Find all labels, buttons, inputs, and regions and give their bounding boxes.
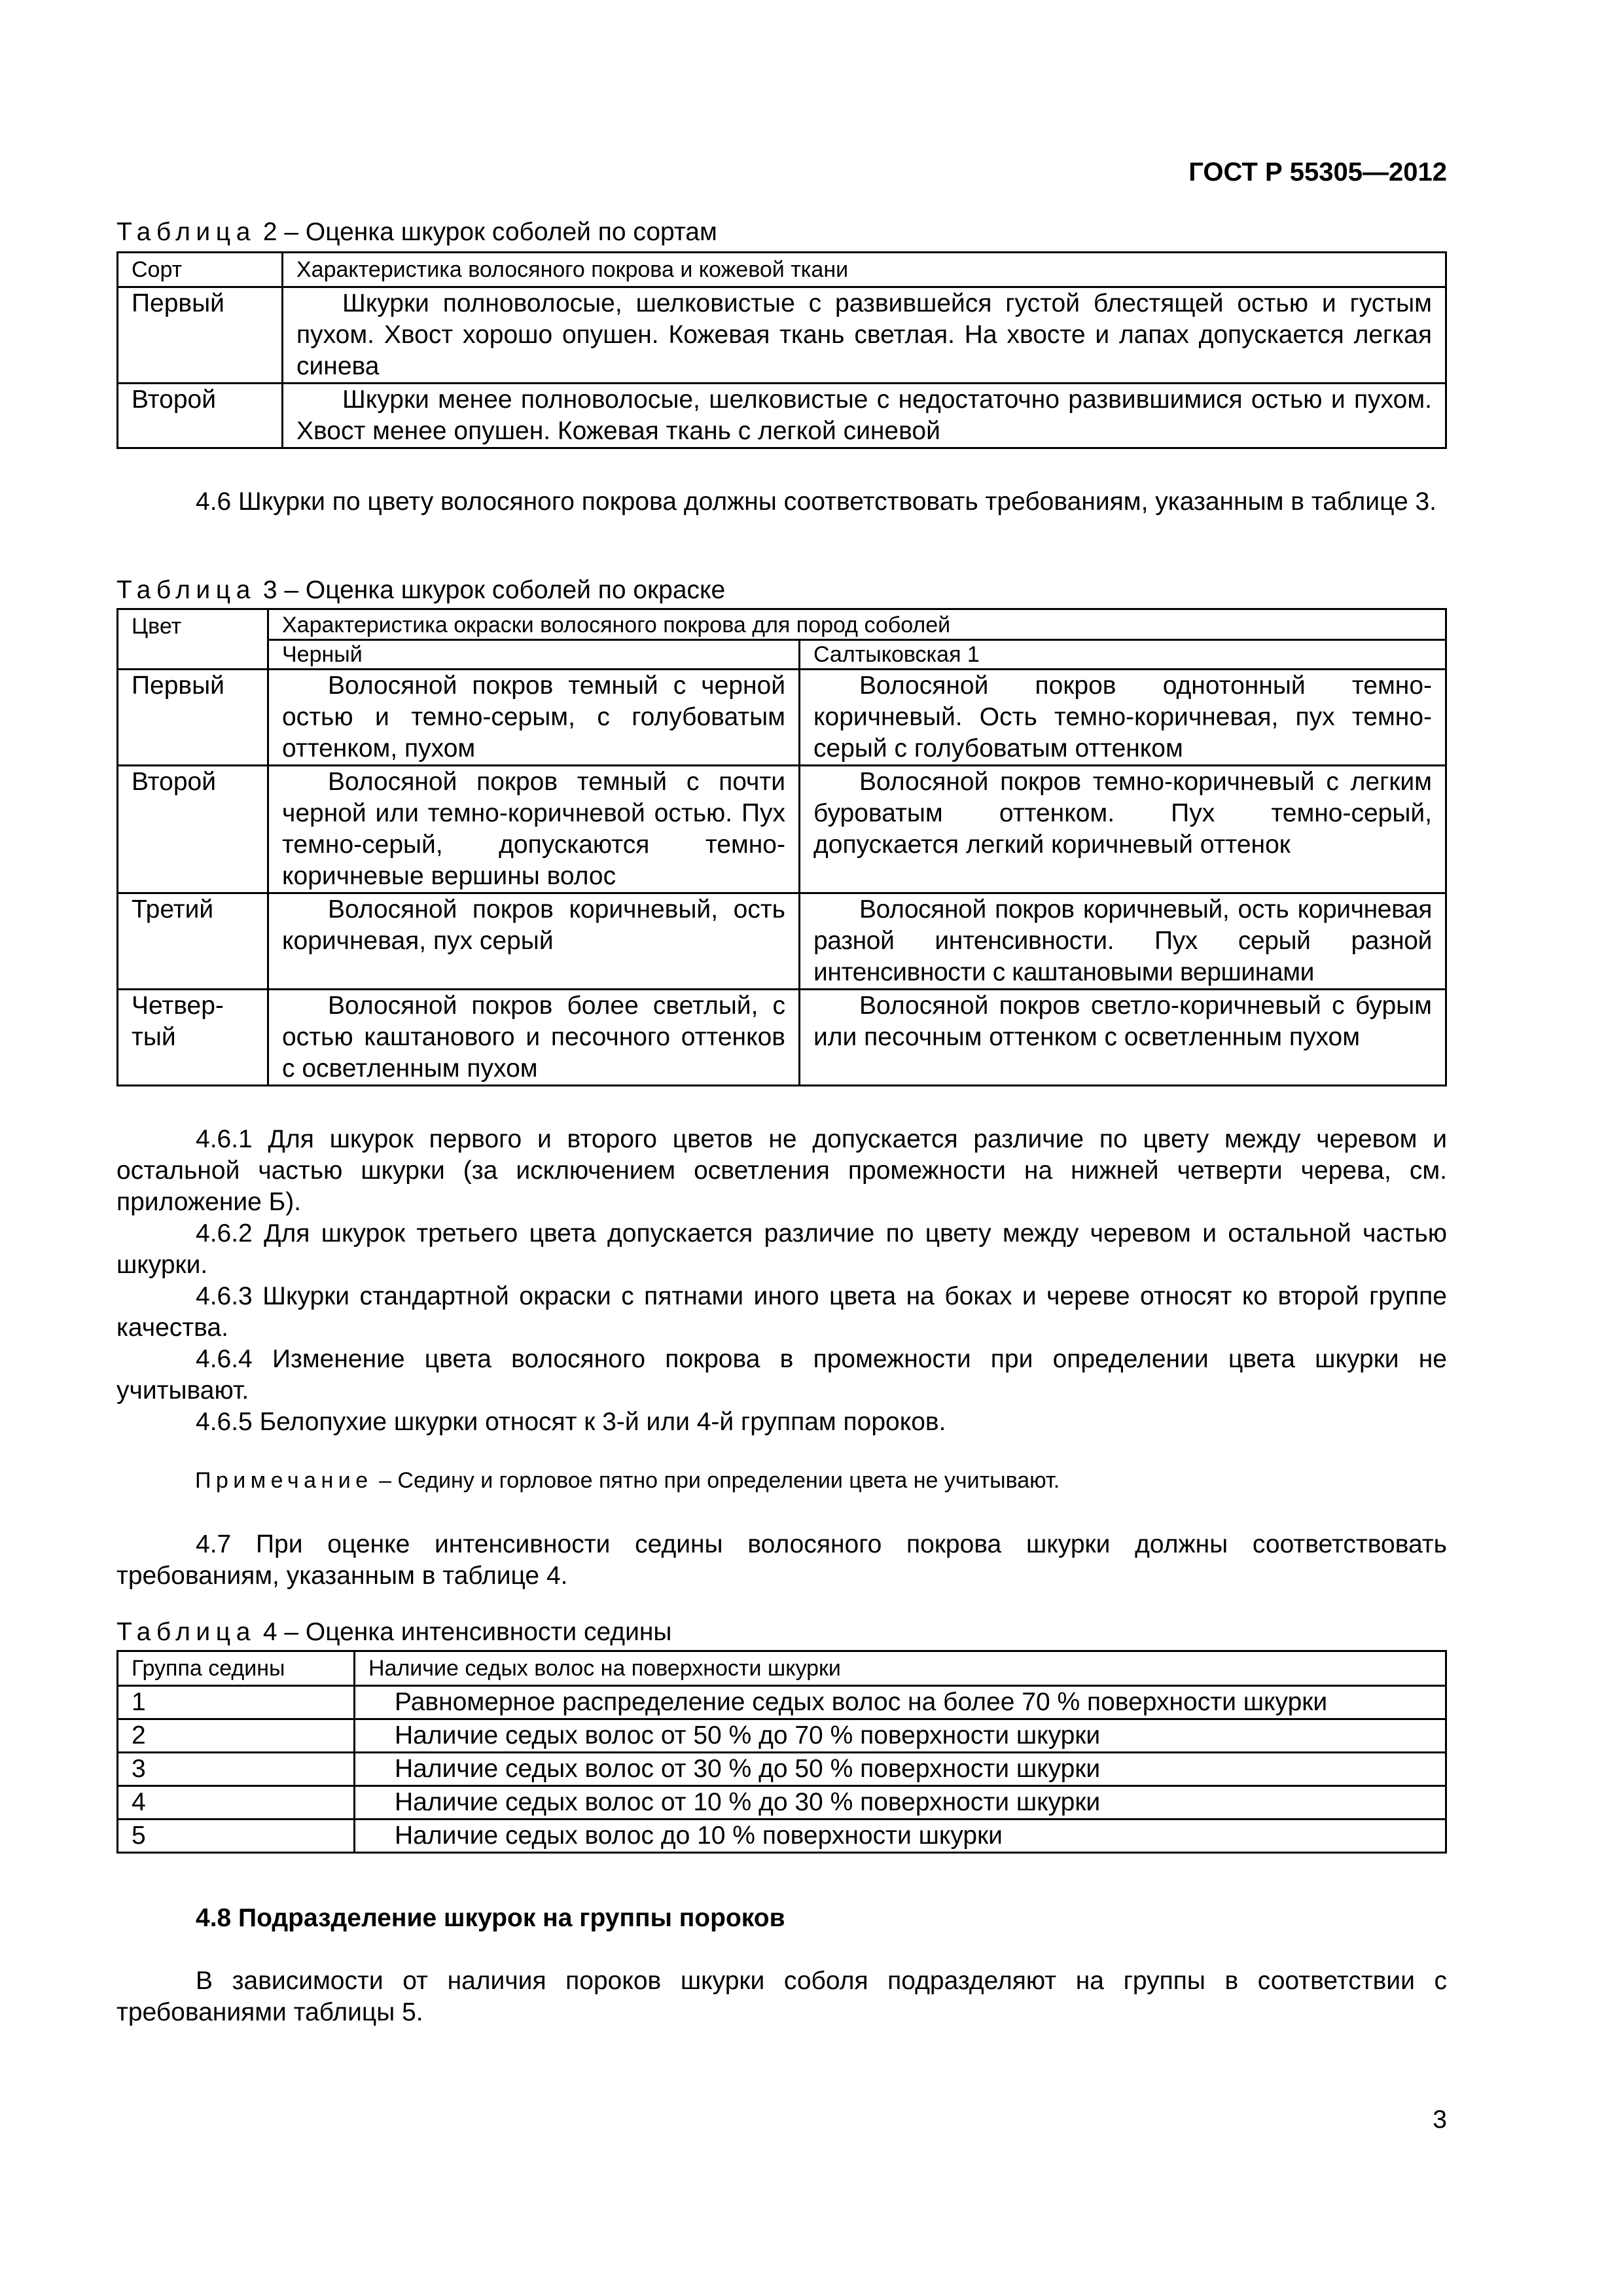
table4-label: Таблица <box>116 1618 256 1646</box>
table-row <box>118 1786 1446 1820</box>
header-grade: Сорт <box>118 253 283 287</box>
table-grey-hair <box>116 1650 1447 1854</box>
presence-cell: Равномерное распределение седых волос на более 70 % поверхности шкурки <box>355 1686 1446 1719</box>
note-text: – Седину и горловое пятно при определении цвета не учитывают. <box>379 1468 1060 1493</box>
table-row <box>118 384 1446 448</box>
header-breed-black: Черный <box>268 640 800 670</box>
table-row <box>118 1719 1446 1753</box>
grade-cell: Первый <box>118 287 283 384</box>
table-row <box>118 1753 1446 1786</box>
color-cell: Третий <box>118 893 268 990</box>
characteristic-cell: Шкурки полноволосые, шелковистые с развившейся густой блестящей остью и густым пухом. Хвост хорошо опушен. Кожевая ткань светлая. На хвосте и лапах допускается легкая синева <box>283 287 1446 384</box>
presence-cell: Наличие седых волос от 10 % до 30 % поверхности шкурки <box>355 1786 1446 1820</box>
presence-cell: Наличие седых волос от 50 % до 70 % поверхности шкурки <box>355 1719 1446 1753</box>
table-row <box>118 1686 1446 1719</box>
group-cell: 1 <box>118 1686 355 1719</box>
paragraph-4-6-5: 4.6.5 Белопухие шкурки относят к 3-й или 4-й группам пороков. <box>196 1408 946 1436</box>
paragraph-4-6-2: 4.6.2 Для шкурок третьего цвета допускается различие по цвету между черевом и остальной частью шкурки. <box>116 1219 1447 1279</box>
paragraph-4-6-4: 4.6.4 Изменение цвета волосяного покрова в промежности при определении цвета шкурки не учитывают. <box>116 1345 1447 1405</box>
saltykov-breed-cell: Волосяной покров темно-коричневый с легким буроватым оттенком. Пух темно-серый, допускается легкий коричневый оттенок <box>800 766 1446 893</box>
grade-cell: Второй <box>118 384 283 448</box>
table3-title: 3 – Оценка шкурок соболей по окраске <box>262 576 726 604</box>
header-breed-saltykov: Салтыковская 1 <box>800 640 1446 670</box>
paragraph-4-6-1: 4.6.1 Для шкурок первого и второго цветов не допускается различие по цвету между черевом и остальной частью шкурки (за исключением осветления промежности на нижней четверти черева, см. приложение Б). <box>116 1125 1447 1216</box>
table-row <box>118 990 1446 1086</box>
table-header-row <box>118 609 1446 640</box>
table4-caption <box>116 1616 671 1649</box>
black-breed-cell: Волосяной покров темный с почти черной или темно-коричневой остью. Пух темно-серый, допускаются темно-коричневые вершины волос <box>268 766 800 893</box>
table4-title: 4 – Оценка интенсивности седины <box>262 1618 672 1646</box>
table-subheader-row <box>118 640 1446 670</box>
table2-caption <box>116 216 717 249</box>
characteristic-cell: Шкурки менее полноволосые, шелковистые с недостаточно развившимися остью и пухом. Хвост менее опушен. Кожевая ткань с легкой синевой <box>283 384 1446 448</box>
table-row <box>118 1820 1446 1853</box>
table-row <box>118 670 1446 766</box>
table2-title: 2 – Оценка шкурок соболей по сортам <box>262 218 717 246</box>
table-header-row <box>118 1651 1446 1686</box>
group-cell: 3 <box>118 1753 355 1786</box>
saltykov-breed-cell: Волосяной покров однотонный темно-коричневый. Ость темно-коричневая, пух темно-серый с голубоватым оттенком <box>800 670 1446 766</box>
table3-label: Таблица <box>116 576 256 604</box>
group-cell: 4 <box>118 1786 355 1820</box>
document-header: ГОСТ Р 55305—2012 <box>1188 158 1447 187</box>
paragraph-4-8: В зависимости от наличия пороков шкурки соболя подразделяют на группы в соответствии с требованиями таблицы 5. <box>116 1967 1447 2026</box>
note <box>195 1466 1060 1495</box>
table3-caption <box>116 574 725 607</box>
saltykov-breed-cell: Волосяной покров коричневый, ость коричневая разной интенсивности. Пух серый разной интенсивности с каштановыми вершинами <box>800 893 1446 990</box>
color-cell: Второй <box>118 766 268 893</box>
group-cell: 2 <box>118 1719 355 1753</box>
page-number: 3 <box>1433 2106 1447 2134</box>
table-grades <box>116 251 1447 449</box>
paragraph-4-6: 4.6 Шкурки по цвету волосяного покрова должны соответствовать требованиям, указанным в таблице 3. <box>196 488 1437 516</box>
note-label: Примечание <box>195 1468 373 1493</box>
presence-cell: Наличие седых волос до 10 % поверхности шкурки <box>355 1820 1446 1853</box>
color-cell: Первый <box>118 670 268 766</box>
table-row <box>118 766 1446 893</box>
paragraph-4-7: 4.7 При оценке интенсивности седины волосяного покрова шкурки должны соответствовать требованиям, указанным в таблице 4. <box>116 1530 1447 1590</box>
black-breed-cell: Волосяной покров более светлый, с остью каштанового и песочного оттенков с осветленным пухом <box>268 990 800 1086</box>
paragraph-4-6-3: 4.6.3 Шкурки стандартной окраски с пятнами иного цвета на боках и череве относят ко второй группе качества. <box>116 1282 1447 1342</box>
header-presence: Наличие седых волос на поверхности шкурки <box>355 1651 1446 1686</box>
table-colors <box>116 608 1447 1086</box>
saltykov-breed-cell: Волосяной покров светло-коричневый с бурым или песочным оттенком с осветленным пухом <box>800 990 1446 1086</box>
table2-label: Таблица <box>116 218 256 246</box>
table-row <box>118 893 1446 990</box>
black-breed-cell: Волосяной покров темный с черной остью и темно-серым, с голубоватым оттенком, пухом <box>268 670 800 766</box>
group-cell: 5 <box>118 1820 355 1853</box>
header-characteristic: Характеристика окраски волосяного покрова для пород соболей <box>268 609 1446 640</box>
table-row <box>118 287 1446 384</box>
color-cell: Четвер-тый <box>118 990 268 1086</box>
presence-cell: Наличие седых волос от 30 % до 50 % поверхности шкурки <box>355 1753 1446 1786</box>
table-header-row <box>118 253 1446 287</box>
header-color: Цвет <box>118 609 268 670</box>
section-heading-4-8: 4.8 Подразделение шкурок на группы пороков <box>196 1904 785 1932</box>
header-group: Группа седины <box>118 1651 355 1686</box>
black-breed-cell: Волосяной покров коричневый, ость коричневая, пух серый <box>268 893 800 990</box>
header-characteristic: Характеристика волосяного покрова и кожевой ткани <box>283 253 1446 287</box>
